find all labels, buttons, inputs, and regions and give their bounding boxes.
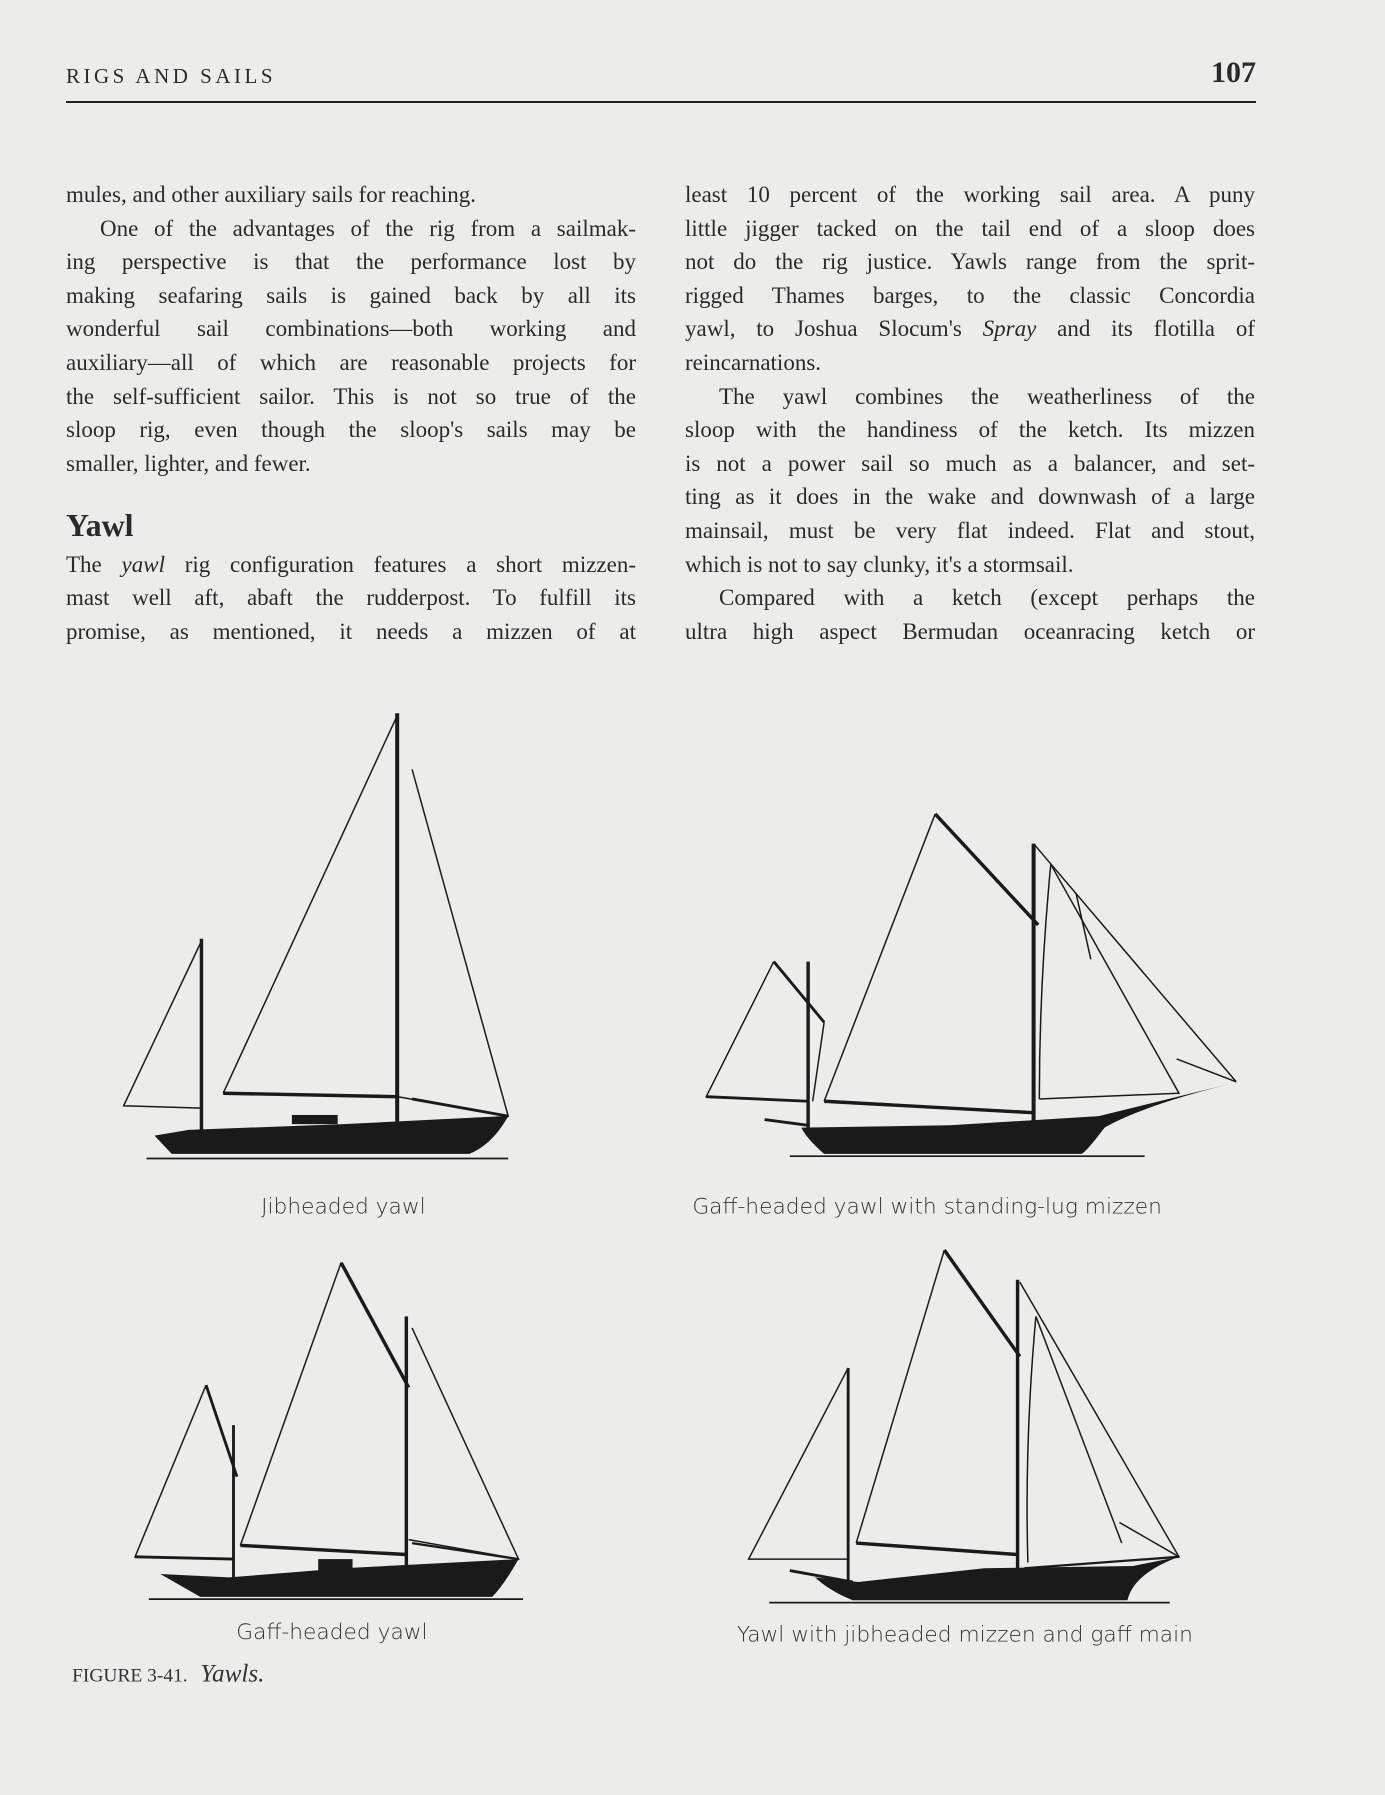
text-line: making seafaring sails is gained back by all its: [66, 282, 636, 308]
text-line: is not a power sail so much as a balancer, and set-: [685, 450, 1255, 476]
text-line: rigged Thames barges, to the classic Concordia: [685, 282, 1255, 308]
text-line: the self-sufficient sailor. This is not so true of the: [66, 383, 636, 409]
text-line: not do the rig justice. Yawls range from the sprit-: [685, 249, 1255, 275]
italic-term: Spray: [982, 316, 1037, 342]
figure-title: Yawls.: [200, 1660, 265, 1688]
text-line: Compared with a ketch (except perhaps the: [719, 585, 1255, 611]
text-line: mules, and other auxiliary sails for reaching.: [66, 182, 477, 207]
text-line: The yawl combines the weatherliness of the: [719, 383, 1255, 409]
text-line: which is not to say clunky, it's a stormsail.: [685, 551, 1074, 577]
text-line: auxiliary—all of which are reasonable projects for: [66, 350, 636, 375]
jib-mizzen-gaff-main-yawl-drawing: [749, 1250, 1179, 1603]
text-line: sloop rig, even though the sloop's sails may be: [66, 417, 636, 443]
text-line: ting as it does in the wake and downwash of a large: [685, 484, 1255, 510]
jibheaded-yawl-drawing: [124, 713, 509, 1158]
caption-jibheaded-yawl: Jibheaded yawl: [261, 1194, 426, 1220]
text-line: smaller, lighter, and fewer.: [66, 450, 311, 476]
caption-gaff-yawl: Gaff-headed yawl: [236, 1620, 428, 1646]
figure-label: FIGURE 3-41.: [72, 1665, 188, 1687]
italic-term: yawl: [121, 551, 165, 577]
text-segment: The: [66, 551, 122, 577]
section-heading: Yawl: [66, 507, 134, 543]
text-line: sloop with the handiness of the ketch. Its mizzen: [685, 417, 1255, 443]
text-line: mast well aft, abaft the rudderpost. To fulfill its: [66, 585, 636, 611]
text-line: ing perspective is that the performance lost by: [66, 249, 636, 275]
text-line: One of the advantages of the rig from a sailmak-: [100, 215, 636, 241]
text-line: promise, as mentioned, it needs a mizzen of at: [66, 618, 636, 644]
text-segment: and its flotilla of: [1036, 316, 1255, 342]
text-segment: rig configuration features a short mizzen-: [164, 551, 636, 577]
page-number: 107: [1211, 56, 1256, 89]
gaff-lug-yawl-drawing: [706, 814, 1238, 1156]
text-line: least 10 percent of the working sail area. A puny: [685, 182, 1255, 207]
text-line: reincarnations.: [685, 350, 822, 375]
text-segment: yawl, to Joshua Slocum's: [685, 316, 983, 342]
caption-gaff-lug-yawl: Gaff-headed yawl with standing-lug mizzen: [692, 1194, 1162, 1220]
text-line: ultra high aspect Bermudan oceanracing ketch or: [685, 618, 1255, 644]
running-head: RIGS AND SAILS: [66, 64, 277, 88]
text-line: wonderful sail combinations—both working and: [66, 316, 636, 342]
gaff-yawl-drawing: [135, 1263, 523, 1600]
text-line: little jigger tacked on the tail end of a sloop does: [685, 215, 1255, 241]
text-line: mainsail, must be very flat indeed. Flat and stout,: [685, 518, 1255, 543]
caption-jib-mizzen-gaff-main: Yawl with jibheaded mizzen and gaff main: [736, 1622, 1193, 1648]
